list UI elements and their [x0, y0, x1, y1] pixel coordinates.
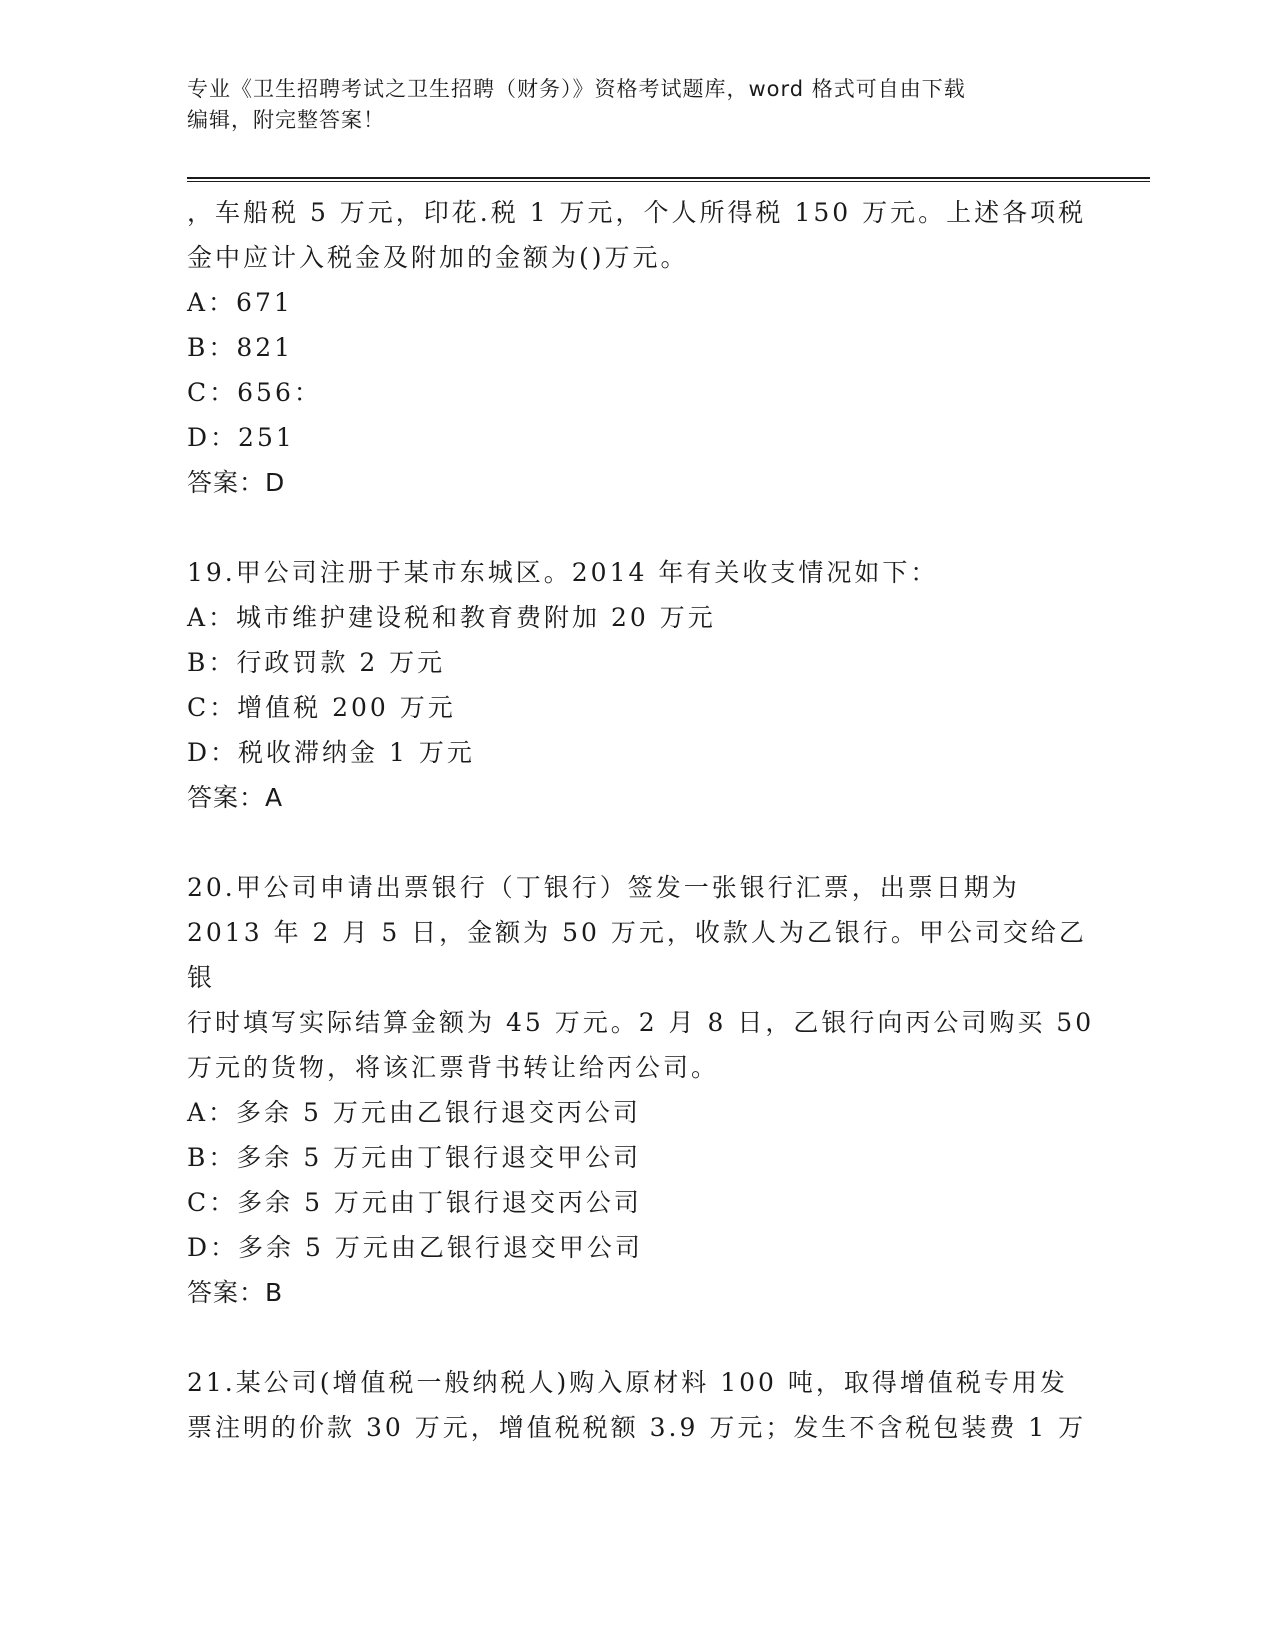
- question-19-text-1: 19.甲公司注册于某市东城区。2014 年有关收支情况如下：: [187, 558, 939, 587]
- page-header: [187, 74, 1087, 136]
- spacer: [187, 1315, 1107, 1360]
- question-19-answer: 答案：A: [187, 783, 284, 812]
- question-21-text-1: 21.某公司(增值税一般纳税人)购入原材料 100 吨，取得增值税专用发: [187, 1368, 1068, 1397]
- question-18-option-d: D：251: [187, 423, 295, 452]
- header-line-2: 编辑，附完整答案！: [187, 108, 385, 132]
- header-divider: [187, 177, 1150, 182]
- question-18-option-b: B：821: [187, 333, 294, 362]
- question-19: [187, 550, 1107, 820]
- question-20-option-b: B：多余 5 万元由丁银行退交甲公司: [187, 1143, 642, 1172]
- question-19-option-c: C：增值税 200 万元: [187, 693, 456, 722]
- question-content: [187, 190, 1107, 1450]
- question-20-answer: 答案：B: [187, 1278, 284, 1307]
- header-line-1: 专业《卫生招聘考试之卫生招聘（财务）》资格考试题库，word 格式可自由下载: [187, 77, 966, 101]
- question-19-option-d: D：税收滞纳金 1 万元: [187, 738, 475, 767]
- question-18: [187, 190, 1107, 505]
- question-19-option-b: B：行政罚款 2 万元: [187, 648, 446, 677]
- spacer: [187, 820, 1107, 865]
- question-21-text-2: 票注明的价款 30 万元，增值税税额 3.9 万元；发生不含税包装费 1 万: [187, 1413, 1087, 1442]
- question-20-text-3: 行时填写实际结算金额为 45 万元。2 月 8 日，乙银行向丙公司购买 50: [187, 1008, 1095, 1037]
- question-20-text-1: 20.甲公司申请出票银行（丁银行）签发一张银行汇票，出票日期为: [187, 873, 1020, 902]
- question-19-option-a: A：城市维护建设税和教育费附加 20 万元: [187, 603, 716, 632]
- question-18-option-c: C：656：: [187, 378, 322, 407]
- spacer: [187, 505, 1107, 550]
- question-21: [187, 1360, 1107, 1450]
- question-20-option-d: D：多余 5 万元由乙银行退交甲公司: [187, 1233, 643, 1262]
- question-18-answer: 答案：D: [187, 468, 286, 497]
- question-20-text-4: 万元的货物，将该汇票背书转让给丙公司。: [187, 1053, 720, 1082]
- question-20-text-2: 2013 年 2 月 5 日，金额为 50 万元，收款人为乙银行。甲公司交给乙银: [187, 918, 1087, 992]
- question-20-option-a: A：多余 5 万元由乙银行退交丙公司: [187, 1098, 641, 1127]
- question-18-text-1: ，车船税 5 万元，印花.税 1 万元，个人所得税 150 万元。上述各项税: [187, 198, 1087, 227]
- question-20: [187, 865, 1107, 1315]
- question-20-option-c: C：多余 5 万元由丁银行退交丙公司: [187, 1188, 642, 1217]
- question-18-option-a: A：671: [187, 288, 293, 317]
- question-18-text-2: 金中应计入税金及附加的金额为()万元。: [187, 243, 689, 272]
